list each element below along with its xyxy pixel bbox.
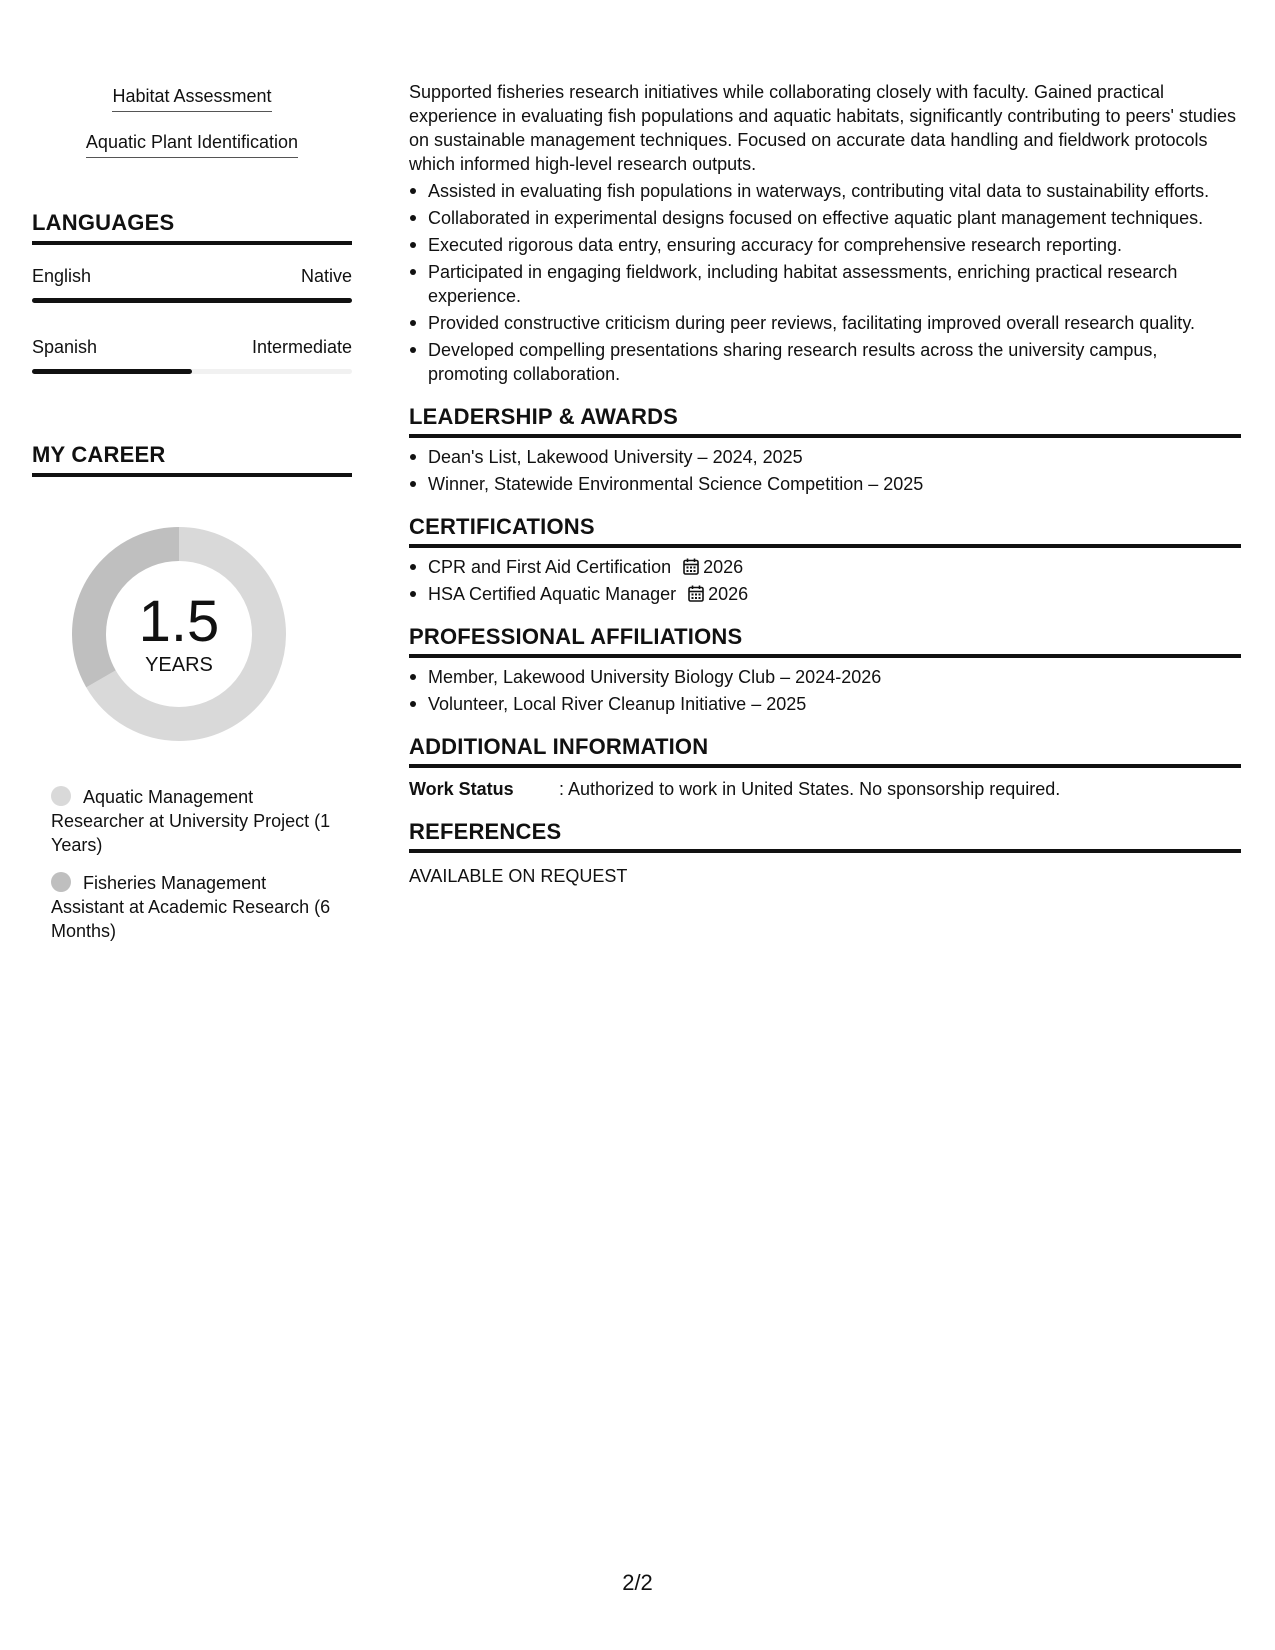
skill-tag: Aquatic Plant Identification (86, 130, 298, 158)
page-number: 2/2 (622, 1570, 653, 1595)
career-legend-item (51, 871, 341, 943)
language-proficiency-fill (32, 369, 192, 374)
certification-item (409, 555, 1241, 579)
certification-item (409, 582, 1241, 606)
languages-section (32, 210, 352, 374)
certification-year: 2026 (703, 557, 744, 577)
career-section (32, 442, 352, 943)
career-legend (51, 785, 341, 943)
skill-tag: Habitat Assessment (112, 84, 271, 112)
career-legend-label: Fisheries Management Assistant at Academic Research (6 Months) (51, 873, 331, 941)
career-donut-chart (66, 521, 292, 747)
language-level: Intermediate (251, 337, 352, 357)
main-content (409, 80, 1241, 888)
legend-dot-icon (51, 872, 71, 892)
affiliations-heading: PROFESSIONAL AFFILIATIONS (409, 624, 1241, 658)
calendar-icon (683, 558, 699, 575)
affiliation-item: Member, Lakewood University Biology Club – 2024-2026 (409, 665, 1241, 689)
awards-list (409, 445, 1241, 496)
references-section (409, 819, 1241, 888)
legend-dot-icon (51, 786, 71, 806)
references-text: AVAILABLE ON REQUEST (409, 866, 628, 886)
certification-name: CPR and First Aid Certification (428, 557, 672, 577)
language-proficiency-bar (32, 369, 352, 374)
awards-section (409, 404, 1241, 496)
language-proficiency-bar (32, 298, 352, 303)
career-legend-label: Aquatic Management Researcher at University Project (1 Years) (51, 787, 331, 855)
affiliations-list (409, 665, 1241, 716)
work-status-label: Work Status (409, 779, 514, 799)
award-item: Winner, Statewide Environmental Science Competition – 2025 (409, 472, 1241, 496)
certification-name: HSA Certified Aquatic Manager (428, 584, 677, 604)
career-donut-center (66, 521, 292, 747)
language-level: Native (300, 266, 352, 286)
certifications-list (409, 555, 1241, 606)
work-status-row (409, 777, 1241, 801)
affiliations-section (409, 624, 1241, 716)
language-name: English (32, 266, 92, 286)
award-item: Dean's List, Lakewood University – 2024, 2025 (409, 445, 1241, 469)
work-status-value: : Authorized to work in United States. No sponsorship required. (559, 779, 1061, 799)
additional-info-section (409, 734, 1241, 801)
language-item (32, 265, 352, 303)
certification-year: 2026 (708, 584, 749, 604)
career-heading: MY CAREER (32, 442, 352, 477)
experience-bullet: Participated in engaging fieldwork, including habitat assessments, enriching practical research experience. (409, 260, 1241, 308)
certifications-heading: CERTIFICATIONS (409, 514, 1241, 548)
language-item (32, 336, 352, 374)
sidebar (32, 84, 352, 943)
experience-section (409, 80, 1241, 386)
experience-bullets (409, 179, 1241, 386)
language-proficiency-fill (32, 298, 352, 303)
additional-info-heading: ADDITIONAL INFORMATION (409, 734, 1241, 768)
experience-bullet: Executed rigorous data entry, ensuring accuracy for comprehensive research reporting. (409, 233, 1241, 257)
career-total-years: 1.5 (138, 589, 220, 654)
affiliation-item: Volunteer, Local River Cleanup Initiative – 2025 (409, 692, 1241, 716)
languages-heading: LANGUAGES (32, 210, 352, 245)
experience-bullet: Provided constructive criticism during peer reviews, facilitating improved overall research quality. (409, 311, 1241, 335)
awards-heading: LEADERSHIP & AWARDS (409, 404, 1241, 438)
skills-list (32, 84, 352, 158)
experience-bullet: Collaborated in experimental designs focused on effective aquatic plant management techniques. (409, 206, 1241, 230)
career-legend-item (51, 785, 341, 857)
certifications-section (409, 514, 1241, 606)
experience-summary: Supported fisheries research initiatives while collaborating closely with faculty. Gained practical experience in evaluating fish populations and aquatic habitats, significantly contributing to peers' studies on sustainable management techniques. Focused on accurate data handling and fieldwork protocols which informed high-level research outputs. (409, 82, 1236, 174)
experience-bullet: Developed compelling presentations sharing research results across the university campus, promoting collaboration. (409, 338, 1241, 386)
calendar-icon (688, 585, 704, 602)
references-heading: REFERENCES (409, 819, 1241, 853)
career-total-unit: YEARS (145, 654, 213, 676)
experience-bullet: Assisted in evaluating fish populations in waterways, contributing vital data to sustainability efforts. (409, 179, 1241, 203)
language-name: Spanish (32, 337, 98, 357)
